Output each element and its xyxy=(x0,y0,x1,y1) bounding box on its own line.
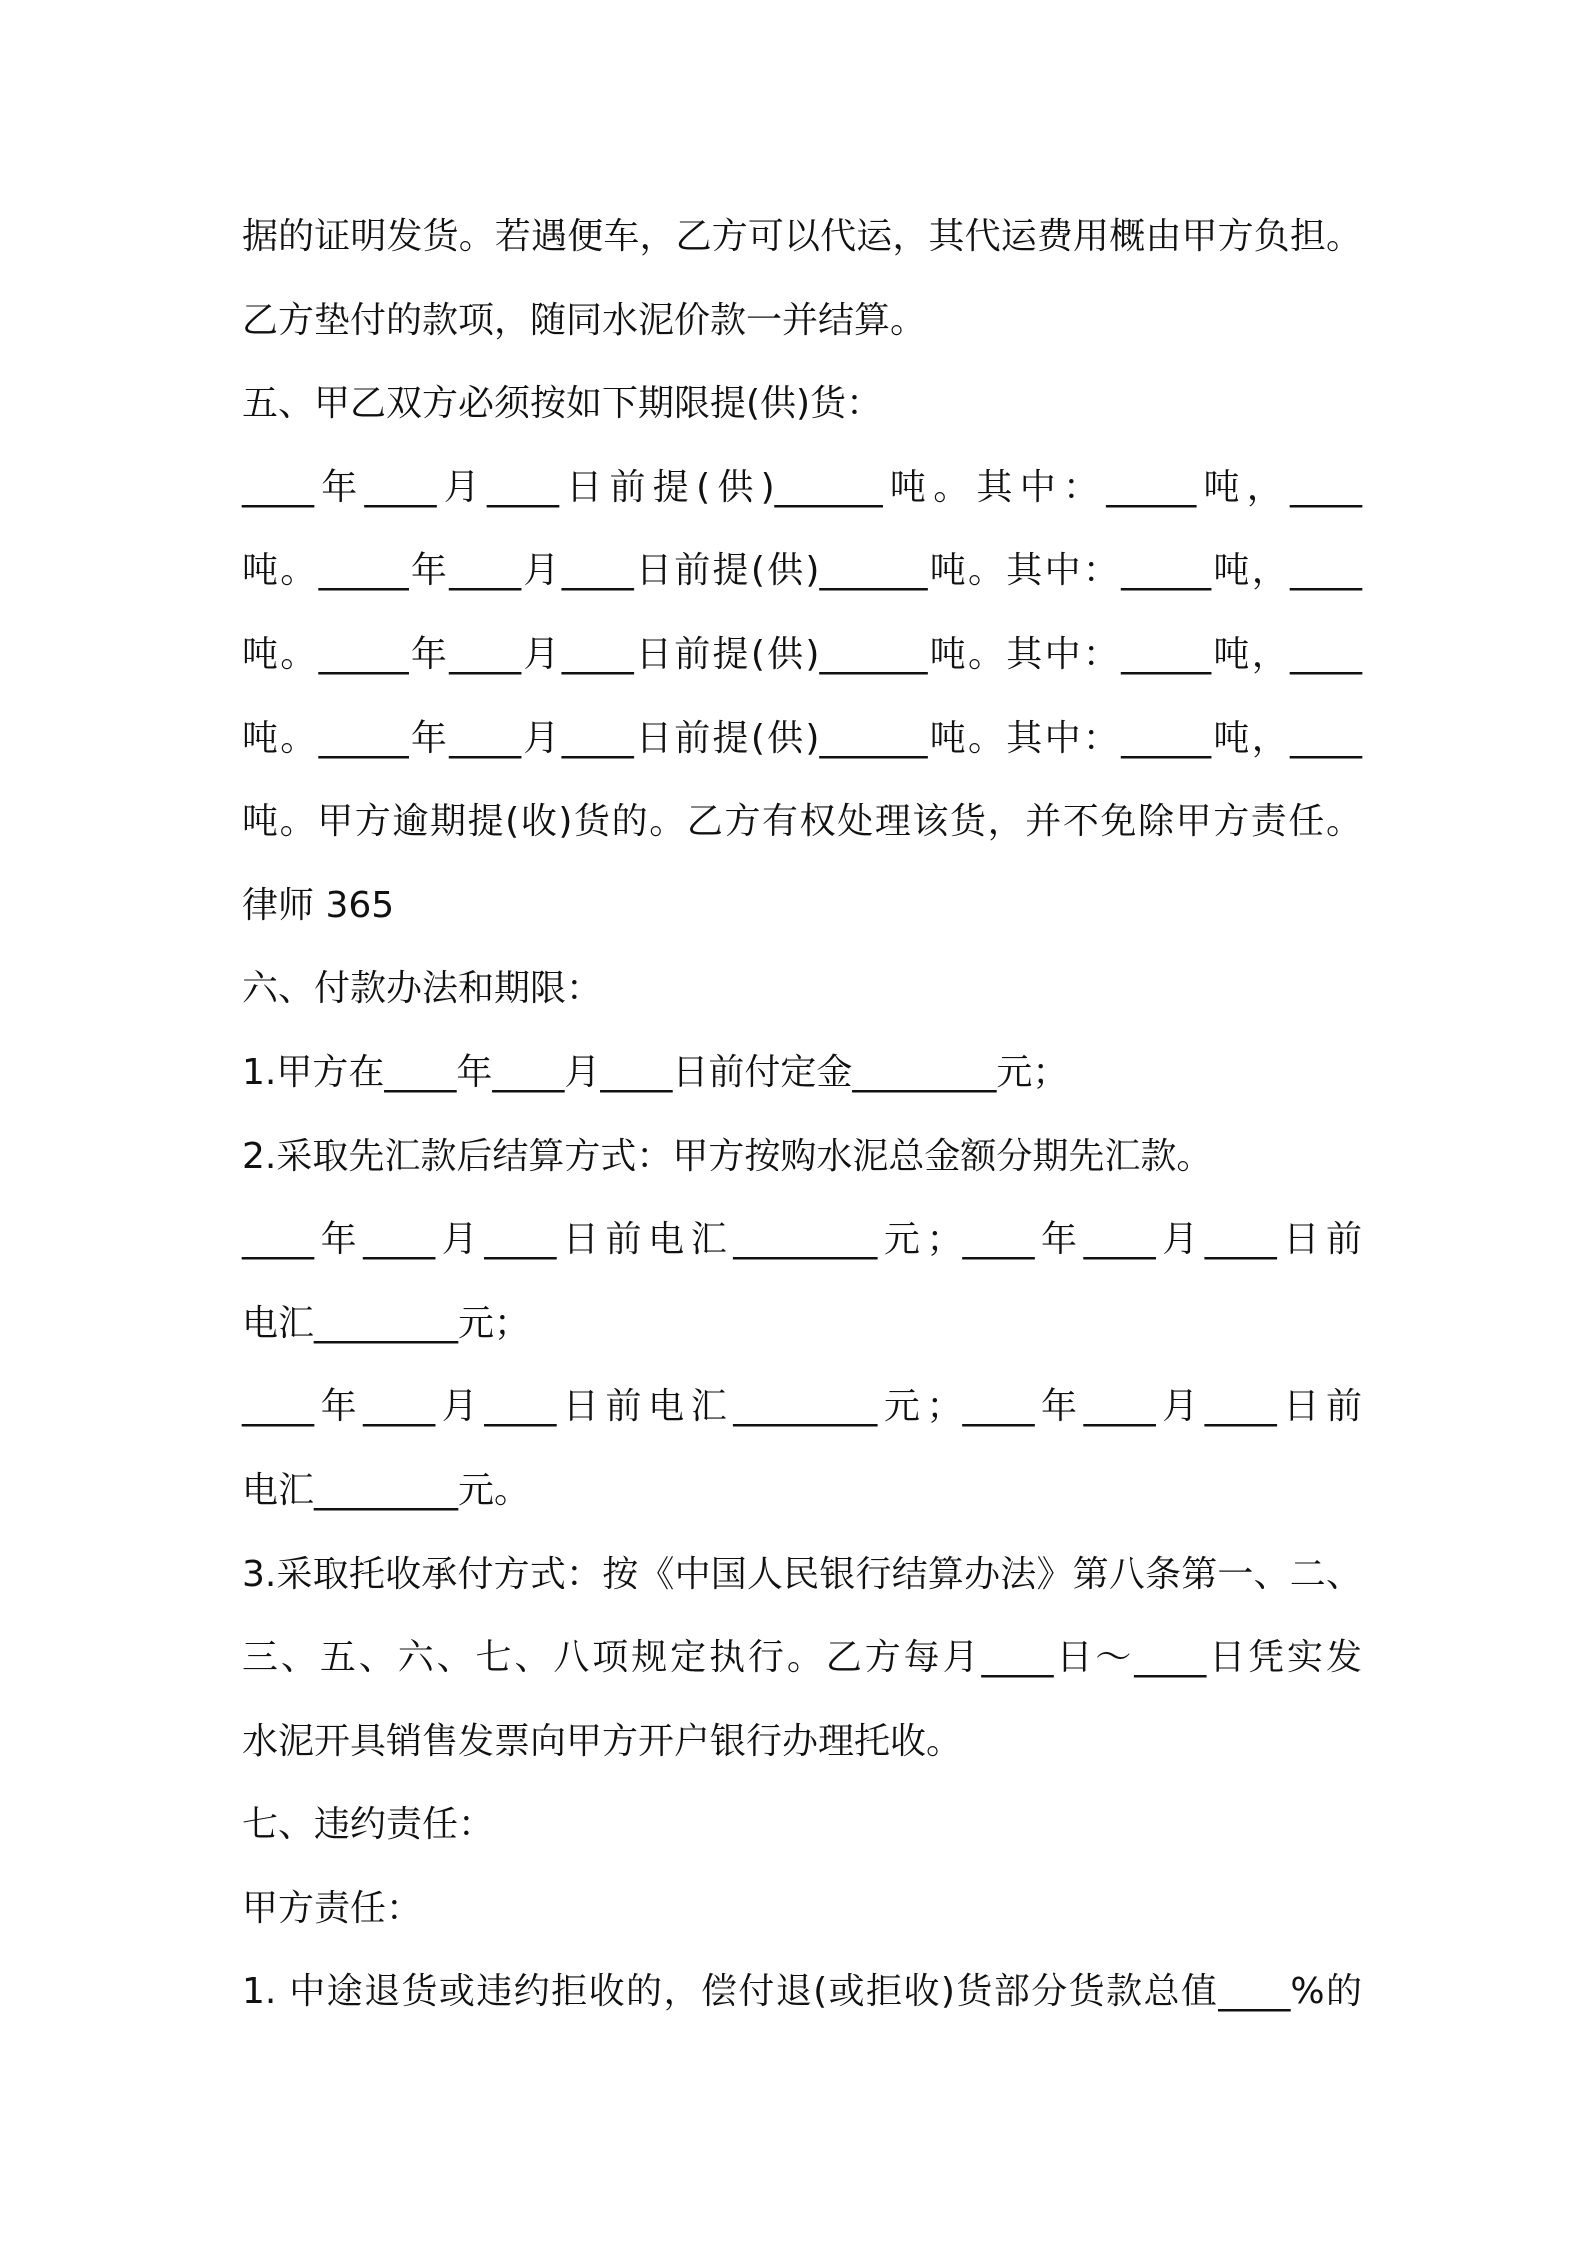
text-line: 吨。_____年____月____日前提(供)______吨。其中：_____吨，____ xyxy=(242,633,1362,675)
text-line: 电汇________元。 xyxy=(242,1469,531,1511)
text-line: 吨。_____年____月____日前提(供)______吨。其中：_____吨，____ xyxy=(242,550,1362,592)
text-line: 三、五、六、七、八项规定执行。乙方每月____日～____日凭实发 xyxy=(242,1637,1362,1679)
section-heading: 五、甲乙双方必须按如下期限提(供)货： xyxy=(242,383,883,425)
section-heading: 七、违约责任： xyxy=(242,1804,495,1846)
text-line: ____年____月____日前提(供)______吨。其中：_____吨，____ xyxy=(242,466,1362,508)
text-line: 3.采取托收承付方式：按《中国人民银行结算办法》第八条第一、二、 xyxy=(242,1553,1362,1595)
text-line: ____年____月____日前电汇________元；____年____月____日前 xyxy=(242,1386,1362,1428)
text-line: 1.甲方在____年____月____日前付定金________元； xyxy=(242,1051,1069,1093)
section-heading: 六、付款办法和期限： xyxy=(242,968,603,1010)
text-line: 1. 中途退货或违约拒收的，偿付退(或拒收)货部分货款总值____%的 xyxy=(242,1971,1362,2013)
text-line: ____年____月____日前电汇________元；____年____月____日前 xyxy=(242,1219,1362,1261)
text-line: 据的证明发货。若遇便车，乙方可以代运，其代运费用概由甲方负担。 xyxy=(242,216,1362,257)
text-line: 水泥开具销售发票向甲方开户银行办理托收。 xyxy=(242,1720,963,1762)
contract-text xyxy=(242,195,1362,2034)
text-line: 吨。_____年____月____日前提(供)______吨。其中：_____吨，____ xyxy=(242,717,1362,759)
text-line: 电汇________元； xyxy=(242,1302,531,1344)
text-line: 2.采取先汇款后结算方式：甲方按购水泥总金额分期先汇款。 xyxy=(242,1135,1213,1177)
text-line: 乙方垫付的款项，随同水泥价款一并结算。 xyxy=(242,299,927,341)
text-line: 吨。甲方逾期提(收)货的。乙方有权处理该货，并不免除甲方责任。 xyxy=(242,801,1362,843)
subsection-heading: 甲方责任： xyxy=(242,1887,423,1929)
text-line: 律师 365 xyxy=(242,884,395,926)
